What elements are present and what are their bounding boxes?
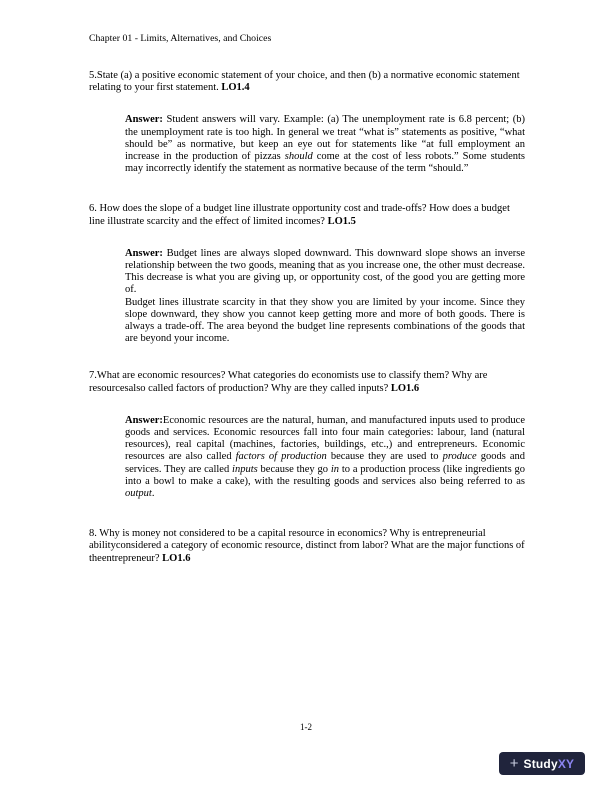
answer-7 [125,415,525,500]
question-7-text: 7.What are economic resources? What categories do economists use to classify them? Why are resourcesalso called factors of production? Why are they called inputs? [89,370,488,394]
plus-icon: + [509,754,519,772]
text-run: because they go [257,463,331,475]
question-7 [89,370,525,394]
question-6-lo: LO1.5 [327,215,356,227]
question-5-text: 5.State (a) a positive economic statement of your choice, and then (b) a normative economic statement relating to your first statement. [89,70,520,94]
question-8-text: 8. Why is money not considered to be a capital resource in economics? Why is entrepreneurial abilityconsidered a category of economic resource, distinct from labor? What are the major functions of theentrepreneur? [89,528,525,564]
text-run: goods and services. They are called [125,451,525,475]
text-run: because they are used to [326,451,443,463]
italic-run: produce [442,451,477,463]
text-run: Budget lines are always sloped downward. This downward slope shows an inverse relationship between the two goods, meaning that as you increase one, the other must decrease. This decrease is what you are giving up, or opportunity cost, of the good you are getting more of. [125,247,525,296]
question-5 [89,70,525,94]
answer-6-paragraph-1 [125,248,525,297]
italic-run: factors of production [235,451,327,463]
question-8 [89,528,525,565]
page-header: Chapter 01 - Limits, Alternatives, and Choices [89,33,272,44]
answer-label: Answer: [125,414,163,426]
studyxy-logo [499,752,585,775]
answer-label: Answer: [125,114,163,126]
page-number: 1-2 [300,722,312,732]
answer-6 [125,248,525,346]
logo-xy-text: XY [557,756,575,771]
italic-run: should [284,151,313,163]
question-6-text: 6. How does the slope of a budget line illustrate opportunity cost and trade-offs? How does a budget line illustrate scarcity and the effect of limited incomes? [89,203,510,227]
question-5-lo: LO1.4 [221,82,250,94]
text-run: Student answers will vary. Example: (a) The unemployment rate is 6.8 percent; (b) the unemployment rate is too high. In general we treat “what is” statements as positive, “what should be” as normative, but keep an eye out for statements like “at full employment an increase in the production of pizzas [125,114,525,163]
text-run: Economic resources are the natural, human, and manufactured inputs used to produce goods and services. Economic resources fall into four main categories: labour, land (natural resources), real capital (machines, factories, buildings, etc.,) and entrepreneurs. Economic resources are also called [125,414,525,463]
answer-6-paragraph-2 [125,297,525,346]
text-run: come at the cost of less robots.” Some students may incorrectly identify the statement as normative because of the term “should.” [125,151,525,175]
italic-run: in [330,463,339,475]
logo-study-text: Study [523,756,558,771]
question-7-lo: LO1.6 [390,382,420,394]
question-6 [89,203,525,227]
answer-7-paragraph [125,415,525,500]
italic-run: inputs [232,463,258,475]
logo-text [524,757,575,771]
italic-run: output [125,488,152,500]
text-run: . [151,488,155,500]
answer-5 [125,114,525,175]
answer-label: Answer: [125,247,163,259]
text-run: to a production process (like ingredients go into a bowl to make a cake), with the resulting goods and services also being referred to as [125,463,525,487]
text-run: Budget lines illustrate scarcity in that they show you are limited by your income. Since they slope downward, they show you cannot keep getting more and more of both goods. There is always a trade-off. The area beyond the budget line represents combinations of the goods that are beyond your income. [125,296,525,345]
question-8-lo: LO1.6 [162,552,191,564]
answer-5-paragraph [125,114,525,175]
